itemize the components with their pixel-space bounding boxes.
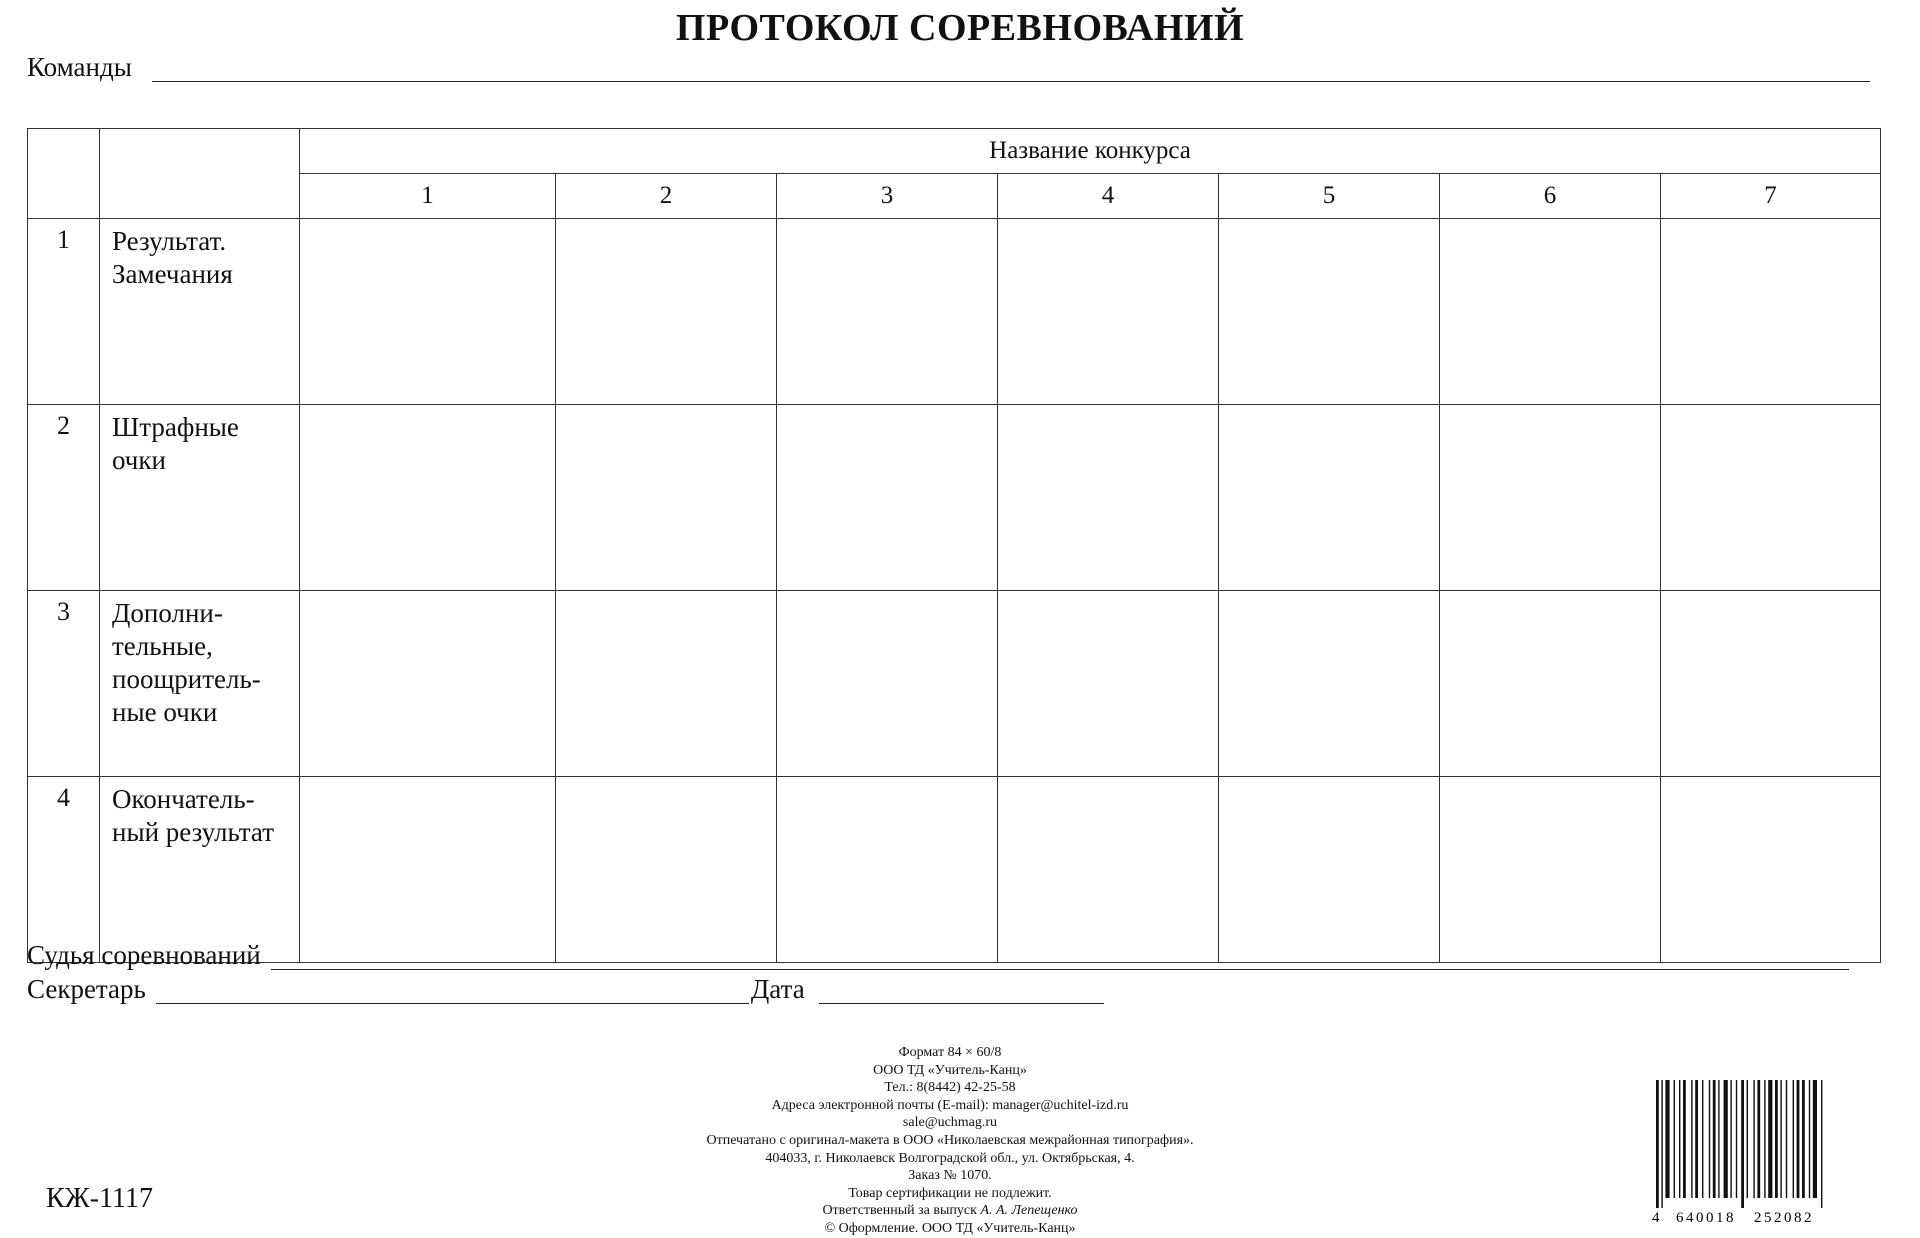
corner-cell-label <box>100 129 300 219</box>
row-label: Дополни- тельные, поощритель- ные очки <box>100 591 300 777</box>
barcode-bar <box>1764 1080 1765 1198</box>
entry-cell[interactable] <box>300 405 556 591</box>
imprint-line: Тел.: 8(8442) 42-25-58 <box>884 1080 1016 1096</box>
table-row <box>28 219 1881 405</box>
barcode-digit-group: 252082 <box>1754 1210 1814 1226</box>
barcode-bar <box>1679 1080 1680 1198</box>
barcode-bar <box>1709 1080 1710 1198</box>
barcode <box>1650 1080 1840 1226</box>
entry-cell[interactable] <box>300 777 556 963</box>
secretary-date-field <box>27 974 1104 1004</box>
responsible-prefix: Ответственный за выпуск <box>822 1203 981 1219</box>
entry-cell[interactable] <box>300 591 556 777</box>
teams-input-line[interactable] <box>152 59 1870 82</box>
table-row <box>28 591 1881 777</box>
entry-cell[interactable] <box>777 219 998 405</box>
imprint-line: Заказ № 1070. <box>908 1168 992 1184</box>
entry-cell[interactable] <box>1661 219 1881 405</box>
column-header: 5 <box>1219 174 1440 219</box>
barcode-bar <box>1747 1080 1748 1198</box>
column-header: 4 <box>998 174 1219 219</box>
date-label: Дата <box>750 974 805 1004</box>
product-code: КЖ-1117 <box>46 1183 154 1214</box>
barcode-bar <box>1741 1080 1744 1208</box>
row-label: Штрафные очки <box>100 405 300 591</box>
design-credit: © Оформление. ООО ТД «Учитель-Канц» <box>824 1220 1076 1236</box>
entry-cell[interactable] <box>1661 777 1881 963</box>
row-index: 3 <box>28 591 100 777</box>
barcode-bar <box>1736 1080 1737 1198</box>
protocol-table <box>27 128 1881 963</box>
entry-cell[interactable] <box>1219 405 1440 591</box>
barcode-bar <box>1802 1080 1805 1198</box>
barcode-bar <box>1813 1080 1817 1198</box>
entry-cell[interactable] <box>777 405 998 591</box>
barcode-digit-group: 640018 <box>1676 1210 1736 1226</box>
row-index: 1 <box>28 219 100 405</box>
row-label: Окончатель- ный результат <box>100 777 300 963</box>
barcode-bar <box>1793 1080 1794 1198</box>
judge-label: Судья соревнований <box>27 940 261 970</box>
column-header: 1 <box>300 174 556 219</box>
imprint-line: Отпечатано с оригинал-макета в ООО «Николаевская межрайонная типография». <box>706 1132 1194 1148</box>
barcode-bar <box>1775 1080 1778 1198</box>
column-header: 3 <box>777 174 998 219</box>
imprint-line: sale@uchmag.ru <box>902 1115 998 1131</box>
barcode-bar <box>1674 1080 1675 1198</box>
barcode-bar <box>1757 1080 1760 1198</box>
entry-cell[interactable] <box>1440 219 1661 405</box>
row-label: Результат. Замечания <box>100 219 300 405</box>
imprint-line <box>560 1202 1340 1220</box>
barcode-bars <box>1656 1080 1822 1208</box>
entry-cell[interactable] <box>777 591 998 777</box>
judge-field <box>27 940 1849 970</box>
barcode-digit-group: 4 <box>1652 1210 1660 1226</box>
column-header: 7 <box>1661 174 1881 219</box>
barcode-bar <box>1683 1080 1686 1198</box>
entry-cell[interactable] <box>1440 405 1661 591</box>
entry-cell[interactable] <box>556 219 777 405</box>
imprint-block <box>560 1044 1340 1238</box>
entry-cell[interactable] <box>1219 219 1440 405</box>
column-header: 2 <box>556 174 777 219</box>
column-header: 6 <box>1440 174 1661 219</box>
entry-cell[interactable] <box>998 219 1219 405</box>
entry-cell[interactable] <box>1661 591 1881 777</box>
barcode-bar <box>1656 1080 1659 1208</box>
row-index: 4 <box>28 777 100 963</box>
responsible-name: А. А. Лепещенко <box>980 1203 1078 1219</box>
table-row <box>28 405 1881 591</box>
barcode-bar <box>1724 1080 1728 1198</box>
entry-cell[interactable] <box>1440 777 1661 963</box>
teams-field <box>27 52 1870 82</box>
barcode-bar <box>1797 1080 1800 1198</box>
barcode-bar <box>1809 1080 1810 1198</box>
imprint-line: 404033, г. Николаевск Волгоградской обл., ул. Октябрьская, 4. <box>765 1150 1135 1166</box>
corner-cell-index <box>28 129 100 219</box>
row-index: 2 <box>28 405 100 591</box>
judge-input-line[interactable] <box>271 947 1849 970</box>
entry-cell[interactable] <box>998 777 1219 963</box>
barcode-bar <box>1786 1080 1787 1198</box>
secretary-input-line[interactable] <box>156 981 749 1004</box>
imprint-line: Формат 84 × 60/8 <box>898 1045 1002 1060</box>
entry-cell[interactable] <box>556 777 777 963</box>
barcode-bar <box>1713 1080 1716 1198</box>
entry-cell[interactable] <box>998 591 1219 777</box>
imprint-line: Товар сертификации не подлежит. <box>848 1185 1052 1201</box>
barcode-bar <box>1780 1080 1781 1198</box>
table-row <box>28 777 1881 963</box>
imprint-line: ООО ТД «Учитель-Канц» <box>873 1062 1027 1078</box>
entry-cell[interactable] <box>1661 405 1881 591</box>
entry-cell[interactable] <box>998 405 1219 591</box>
entry-cell[interactable] <box>1440 591 1661 777</box>
entry-cell[interactable] <box>300 219 556 405</box>
barcode-bar <box>1821 1080 1822 1208</box>
date-input-line[interactable] <box>819 981 1104 1004</box>
teams-label: Команды <box>27 52 132 82</box>
barcode-bar <box>1753 1080 1754 1198</box>
contest-name-header: Название конкурса <box>300 129 1881 174</box>
page-title: ПРОТОКОЛ СОРЕВНОВАНИЙ <box>675 7 1245 49</box>
barcode-bar <box>1718 1080 1719 1198</box>
entry-cell[interactable] <box>1219 777 1440 963</box>
imprint-line: Адреса электронной почты (E-mail): manager@uchitel-izd.ru <box>771 1097 1129 1113</box>
barcode-bar <box>1661 1080 1662 1208</box>
entry-cell[interactable] <box>777 777 998 963</box>
entry-cell[interactable] <box>1219 591 1440 777</box>
barcode-bar <box>1768 1080 1772 1198</box>
secretary-label: Секретарь <box>27 974 146 1004</box>
barcode-bar <box>1730 1080 1731 1198</box>
barcode-bar <box>1665 1080 1669 1198</box>
entry-cell[interactable] <box>556 405 777 591</box>
barcode-bar <box>1702 1080 1703 1198</box>
entry-cell[interactable] <box>556 591 777 777</box>
barcode-bar <box>1691 1080 1692 1198</box>
barcode-bar <box>1695 1080 1698 1198</box>
